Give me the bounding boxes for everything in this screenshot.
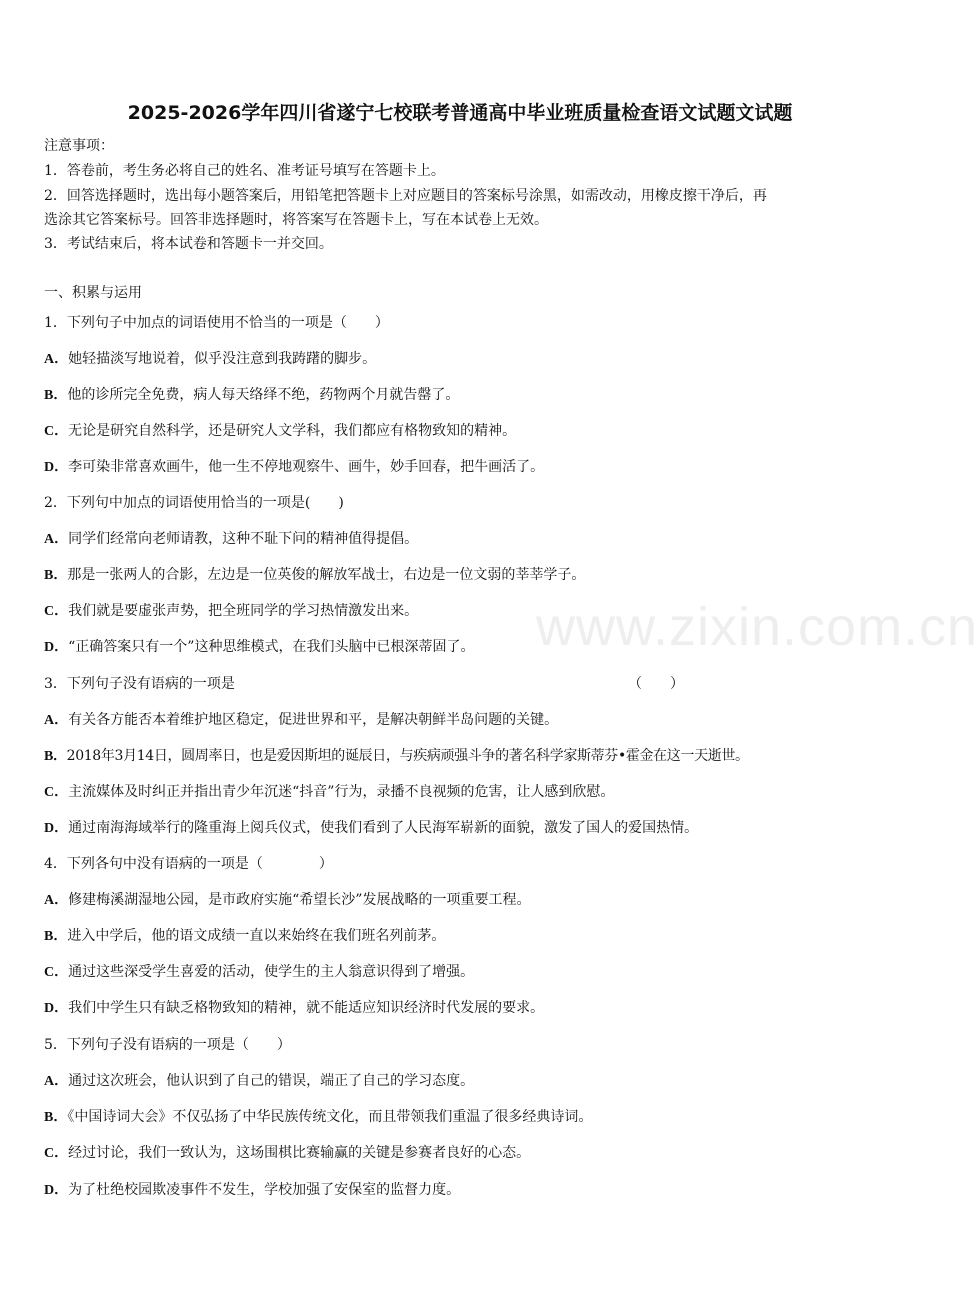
- question-stem: 4．下列各句中没有语病的一项是（ ）: [44, 856, 333, 872]
- option-label: D．: [44, 1001, 69, 1016]
- notice-heading: 注意事项：: [44, 138, 114, 154]
- option-label: B．: [44, 749, 67, 764]
- option-text: 进入中学后，他的语文成绩一直以来始终在我们班名列前茅。: [67, 928, 446, 944]
- option-label: C．: [44, 785, 69, 800]
- option-label: C．: [44, 424, 69, 439]
- option-row: [44, 960, 880, 985]
- option-text: 为了杜绝校园欺凌事件不发生，学校加强了安保室的监督力度。: [68, 1182, 461, 1198]
- question-stem: [44, 672, 880, 696]
- option-row: [44, 527, 880, 552]
- option-label: A．: [44, 532, 69, 547]
- option-text: 通过南海海域举行的隆重海上阅兵仪式，使我们看到了人民海军崭新的面貌，激发了国人的爱国热情。: [68, 820, 699, 836]
- section-heading: 一、积累与运用: [44, 285, 142, 301]
- option-text: 《中国诗词大会》不仅弘扬了中华民族传统文化，而且带领我们重温了很多经典诗词。: [67, 1109, 593, 1125]
- option-label: A．: [44, 893, 69, 908]
- notice-item: 3．考试结束后，将本试卷和答题卡一并交回。: [44, 236, 333, 252]
- option-row: [44, 744, 880, 769]
- page-title: 2025-2026学年四川省遂宁七校联考普通高中毕业班质量检查语文试题文试题: [127, 102, 793, 124]
- option-row: [44, 1069, 880, 1094]
- option-label: C．: [44, 965, 69, 980]
- option-text: 主流媒体及时纠正并指出青少年沉迷“抖音”行为，录播不良视频的危害，让人感到欣慰。: [68, 784, 615, 800]
- notice-item: 选涂其它答案标号。回答非选择题时，将答案写在答题卡上，写在本试卷上无效。: [44, 212, 548, 228]
- option-row: [44, 1178, 880, 1203]
- option-text: 修建梅溪湖湿地公园，是市政府实施“希望长沙”发展战略的一项重要工程。: [68, 892, 531, 908]
- option-text: 我们中学生只有缺乏格物致知的精神，就不能适应知识经济时代发展的要求。: [68, 1000, 545, 1016]
- option-label: A．: [44, 713, 69, 728]
- option-label: B．: [44, 1110, 68, 1125]
- question-stem: 5．下列句子没有语病的一项是（ ）: [44, 1037, 291, 1053]
- option-text: 同学们经常向老师请教，这种不耻下问的精神值得提倡。: [68, 531, 419, 547]
- option-row: [44, 924, 880, 949]
- option-label: B．: [44, 388, 68, 403]
- question-stem: 2．下列句中加点的词语使用恰当的一项是( ): [44, 495, 344, 511]
- question-text: 3．下列句子没有语病的一项是: [44, 676, 235, 692]
- option-row: [44, 888, 880, 913]
- option-row: [44, 383, 880, 408]
- option-label: D．: [44, 1183, 69, 1198]
- option-label: D．: [44, 460, 69, 475]
- option-row: [44, 347, 880, 372]
- option-label: D．: [44, 640, 69, 655]
- option-text: 经过讨论，我们一致认为，这场围棋比赛输赢的关键是参赛者良好的心态。: [68, 1145, 531, 1161]
- watermark: www.zixin.com.cn: [536, 597, 978, 657]
- option-text: 2018年3月14日，圆周率日，也是爱因斯坦的诞辰日，与疾病顽强斗争的著名科学家斯蒂芬•霍金在这一天逝世。: [66, 748, 749, 764]
- option-text: 李可染非常喜欢画牛，他一生不停地观察牛、画牛，妙手回春，把牛画活了。: [68, 459, 545, 475]
- option-text: 无论是研究自然科学，还是研究人文学科，我们都应有格物致知的精神。: [68, 423, 517, 439]
- option-text: 通过这次班会，他认识到了自己的错误，端正了自己的学习态度。: [68, 1073, 475, 1089]
- question-stem: 1．下列句子中加点的词语使用不恰当的一项是（ ）: [44, 315, 389, 331]
- answer-paren: （ ）: [628, 676, 684, 692]
- option-row: [44, 816, 880, 841]
- option-row: [44, 563, 880, 588]
- option-label: A．: [44, 352, 69, 367]
- option-text: 他的诊所完全免费，病人每天络绎不绝，药物两个月就告罄了。: [67, 387, 460, 403]
- notice-item: 1．答卷前，考生务必将自己的姓名、准考证号填写在答题卡上。: [44, 163, 445, 179]
- option-row: [44, 780, 880, 805]
- option-text: 那是一张两人的合影，左边是一位英俊的解放军战士，右边是一位文弱的莘莘学子。: [67, 567, 586, 583]
- option-text: 通过这些深受学生喜爱的活动，使学生的主人翁意识得到了增强。: [68, 964, 475, 980]
- option-row: [44, 708, 880, 733]
- option-text: 有关各方能否本着维护地区稳定，促进世界和平，是解决朝鲜半岛问题的关键。: [68, 712, 559, 728]
- option-label: C．: [44, 1146, 69, 1161]
- notice-item: 2．回答选择题时，选出每小题答案后，用铅笔把答题卡上对应题目的答案标号涂黑，如需改动，用橡皮擦干净后，再: [44, 188, 767, 204]
- option-text: 我们就是要虚张声势，把全班同学的学习热情激发出来。: [68, 603, 419, 619]
- option-label: B．: [44, 568, 68, 583]
- option-text: 她轻描淡写地说着，似乎没注意到我踌躇的脚步。: [68, 351, 377, 367]
- option-text: “正确答案只有一个”这种思维模式，在我们头脑中已根深蒂固了。: [68, 639, 475, 655]
- option-row: [44, 419, 880, 444]
- option-row: [44, 1105, 880, 1130]
- option-row: [44, 455, 880, 480]
- option-row: [44, 996, 880, 1021]
- option-label: B．: [44, 929, 68, 944]
- option-label: D．: [44, 821, 69, 836]
- option-label: A．: [44, 1074, 69, 1089]
- option-label: C．: [44, 604, 69, 619]
- option-row: [44, 1141, 880, 1166]
